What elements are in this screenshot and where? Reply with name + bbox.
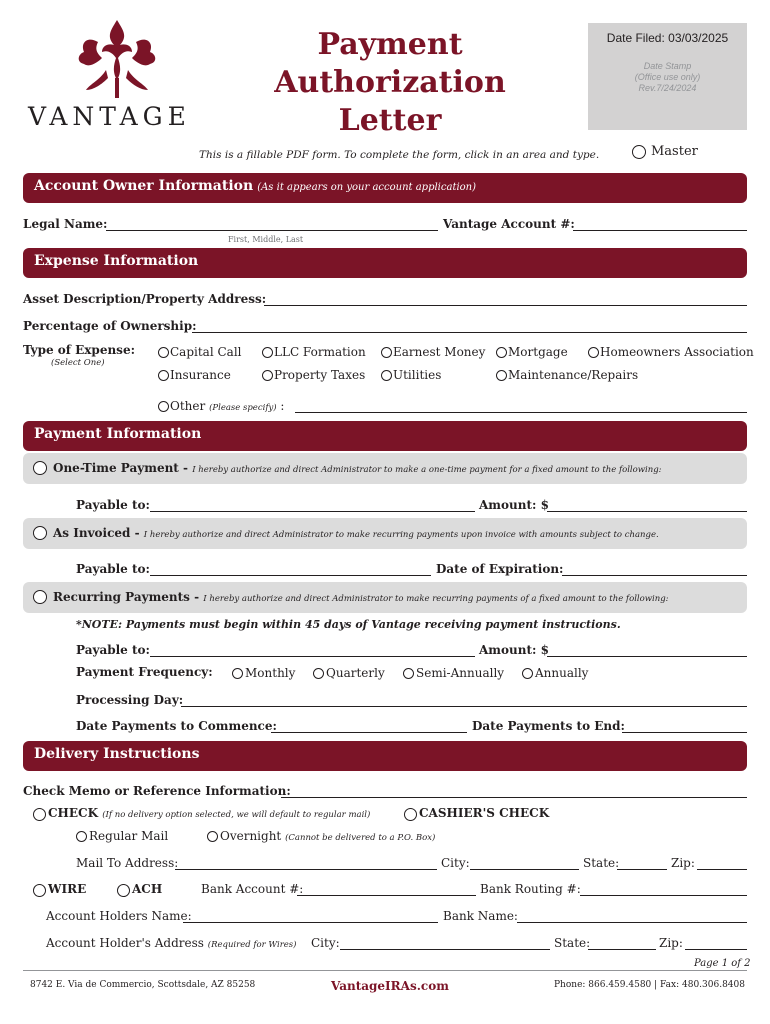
city-field[interactable] [340, 949, 550, 950]
mail-to-label: Mail To Address: [76, 856, 179, 870]
as-invoiced-desc: I hereby authorize and direct Administrator to make recurring payments upon invoice with amounts subject to change. [143, 530, 659, 540]
payable-field[interactable] [150, 511, 475, 512]
date-filed: Date Filed: 03/03/2025 [606, 31, 729, 45]
expiration-field[interactable] [562, 575, 747, 576]
mail-to-field[interactable] [175, 869, 437, 870]
annually-label: Annually [535, 666, 589, 680]
account-number-label: Vantage Account #: [443, 217, 575, 231]
section-payment [23, 421, 747, 451]
other-text: Other [170, 399, 206, 413]
holders-address-note: (Required for Wires) [207, 940, 297, 950]
expense-type-label: Type of Expense: [23, 343, 136, 357]
wire-radio[interactable] [33, 884, 46, 897]
monthly-radio[interactable] [232, 668, 243, 679]
wire-label: WIRE [48, 882, 87, 896]
recurring-desc: I hereby authorize and direct Administrator to make recurring payments of a fixed amount to the following: [203, 594, 669, 604]
capital-call-label: Capital Call [170, 345, 242, 359]
stamp-note-line: Date Stamp [643, 61, 692, 71]
quarterly-label: Quarterly [326, 666, 385, 680]
amount-field[interactable] [547, 511, 747, 512]
state-label: State: [583, 856, 620, 870]
other-radio[interactable] [158, 401, 169, 412]
memo-label: Check Memo or Reference Information: [23, 784, 291, 798]
hoa-radio[interactable] [588, 347, 599, 358]
payable-label: Payable to: [76, 498, 150, 512]
payable-field[interactable] [150, 656, 475, 657]
page-title [240, 26, 540, 140]
amount-field[interactable] [547, 656, 747, 657]
page-number: Page 1 of 2 [694, 958, 751, 969]
quarterly-radio[interactable] [313, 668, 324, 679]
bank-name-field[interactable] [517, 922, 747, 923]
bank-routing-field[interactable] [580, 895, 747, 896]
property-taxes-label: Property Taxes [274, 368, 366, 382]
section-heading: Account Owner Information [34, 178, 254, 194]
section-heading: Payment Information [34, 426, 202, 442]
utilities-radio[interactable] [381, 370, 392, 381]
leaf-emblem-icon [28, 18, 218, 108]
check-note: (If no delivery option selected, we will default to regular mail) [102, 810, 371, 820]
payable-label: Payable to: [76, 562, 150, 576]
cashiers-check-radio[interactable] [404, 808, 417, 821]
city-label: City: [311, 936, 340, 950]
state-field[interactable] [588, 949, 656, 950]
master-label: Master [651, 144, 698, 159]
zip-field[interactable] [697, 869, 747, 870]
llc-formation-label: LLC Formation [274, 345, 366, 359]
footer-contact: Phone: 866.459.4580 | Fax: 480.306.8408 [554, 980, 745, 990]
section-heading-note: (As it appears on your account application) [257, 182, 477, 193]
overnight-note: (Cannot be delivered to a P.O. Box) [285, 833, 436, 843]
bank-account-label: Bank Account #: [201, 882, 304, 896]
account-number-field[interactable] [573, 230, 747, 231]
other-field[interactable] [295, 412, 747, 413]
brand-name: VANTAGE [28, 102, 191, 131]
city-label: City: [441, 856, 470, 870]
legal-name-hint: First, Middle, Last [228, 235, 304, 244]
section-heading: Expense Information [34, 253, 199, 269]
overnight-text: Overnight [220, 829, 282, 843]
mortgage-radio[interactable] [496, 347, 507, 358]
earnest-money-label: Earnest Money [393, 345, 486, 359]
one-time-radio[interactable] [33, 461, 47, 475]
legal-name-label: Legal Name: [23, 217, 108, 231]
end-label: Date Payments to End: [472, 719, 625, 733]
insurance-label: Insurance [170, 368, 231, 382]
overnight-radio[interactable] [207, 831, 218, 842]
commence-label: Date Payments to Commence: [76, 719, 277, 733]
bank-account-field[interactable] [297, 895, 476, 896]
holders-name-label: Account Holders Name: [46, 909, 192, 923]
amount-label: Amount: $ [479, 643, 549, 657]
check-label [48, 806, 370, 820]
other-label [170, 399, 284, 413]
cashiers-check-label: CASHIER'S CHECK [419, 806, 550, 820]
semi-annually-radio[interactable] [403, 668, 414, 679]
processing-day-field[interactable] [181, 706, 747, 707]
recurring-bar [23, 582, 747, 613]
stamp-note [588, 61, 747, 94]
utilities-label: Utilities [393, 368, 442, 382]
capital-call-radio[interactable] [158, 347, 169, 358]
mortgage-label: Mortgage [508, 345, 568, 359]
earnest-money-radio[interactable] [381, 347, 392, 358]
asset-field[interactable] [264, 305, 747, 306]
overnight-label [220, 829, 435, 843]
recurring-radio[interactable] [33, 590, 47, 604]
ach-radio[interactable] [117, 884, 130, 897]
check-radio[interactable] [33, 808, 46, 821]
holders-address-label [46, 936, 297, 950]
as-invoiced-radio[interactable] [33, 526, 47, 540]
vantage-logo [28, 18, 218, 133]
asset-label: Asset Description/Property Address: [23, 292, 267, 306]
expiration-label: Date of Expiration: [436, 562, 564, 576]
end-field[interactable] [622, 732, 747, 733]
bank-routing-label: Bank Routing #: [480, 882, 581, 896]
stamp-note-line: Rev.7/24/2024 [638, 83, 697, 93]
title-line: Payment [317, 27, 463, 62]
holders-address-text: Account Holder's Address [46, 936, 204, 950]
ach-label: ACH [132, 882, 163, 896]
fillable-note: This is a fillable PDF form. To complete the form, click in an area and type. [199, 149, 600, 161]
legal-name-field[interactable] [106, 230, 438, 231]
check-text: CHECK [48, 806, 99, 820]
llc-formation-radio[interactable] [262, 347, 273, 358]
semi-annually-label: Semi-Annually [416, 666, 505, 680]
as-invoiced-bar [23, 518, 747, 549]
payable-field[interactable] [150, 575, 431, 576]
payable-label: Payable to: [76, 643, 150, 657]
expense-type-hint: (Select One) [51, 358, 105, 368]
one-time-payment-bar [23, 453, 747, 484]
footer-divider [23, 970, 747, 971]
master-radio[interactable] [632, 145, 646, 159]
recurring-note: *NOTE: Payments must begin within 45 days of Vantage receiving payment instructions. [76, 618, 621, 631]
one-time-desc: I hereby authorize and direct Administrator to make a one-time payment for a fixed amount to the following: [192, 465, 662, 475]
zip-field[interactable] [685, 949, 747, 950]
section-account-owner [23, 173, 747, 203]
annually-radio[interactable] [522, 668, 533, 679]
as-invoiced-label: As Invoiced - [53, 526, 144, 540]
processing-day-label: Processing Day: [76, 693, 184, 707]
recurring-label: Recurring Payments - [53, 590, 204, 604]
bank-name-label: Bank Name: [443, 909, 518, 923]
state-field[interactable] [617, 869, 667, 870]
section-expense [23, 248, 747, 278]
city-field[interactable] [470, 869, 579, 870]
property-taxes-radio[interactable] [262, 370, 273, 381]
state-label: State: [554, 936, 591, 950]
other-colon: : [280, 399, 285, 413]
amount-label: Amount: $ [479, 498, 549, 512]
memo-field[interactable] [281, 797, 747, 798]
footer-website[interactable]: VantageIRAs.com [331, 979, 449, 993]
holders-name-field[interactable] [183, 922, 438, 923]
date-stamp-box [588, 23, 747, 130]
regular-mail-label: Regular Mail [89, 829, 169, 843]
zip-label: Zip: [659, 936, 683, 950]
insurance-radio[interactable] [158, 370, 169, 381]
ownership-field[interactable] [192, 332, 747, 333]
commence-field[interactable] [271, 732, 467, 733]
maintenance-label: Maintenance/Repairs [508, 368, 639, 382]
footer-address: 8742 E. Via de Commercio, Scottsdale, AZ 85258 [30, 980, 256, 990]
one-time-label: One-Time Payment - [53, 461, 193, 475]
section-heading: Delivery Instructions [34, 746, 200, 762]
zip-label: Zip: [671, 856, 695, 870]
title-line: Authorization [274, 65, 506, 100]
section-delivery [23, 741, 747, 771]
stamp-note-line: (Office use only) [634, 72, 701, 82]
monthly-label: Monthly [245, 666, 296, 680]
ownership-label: Percentage of Ownership: [23, 319, 197, 333]
frequency-label: Payment Frequency: [76, 665, 213, 679]
hoa-label: Homeowners Association [600, 345, 754, 359]
regular-mail-radio[interactable] [76, 831, 87, 842]
other-hint: (Please specify) [209, 403, 277, 413]
title-line: Letter [338, 103, 442, 138]
maintenance-radio[interactable] [496, 370, 507, 381]
